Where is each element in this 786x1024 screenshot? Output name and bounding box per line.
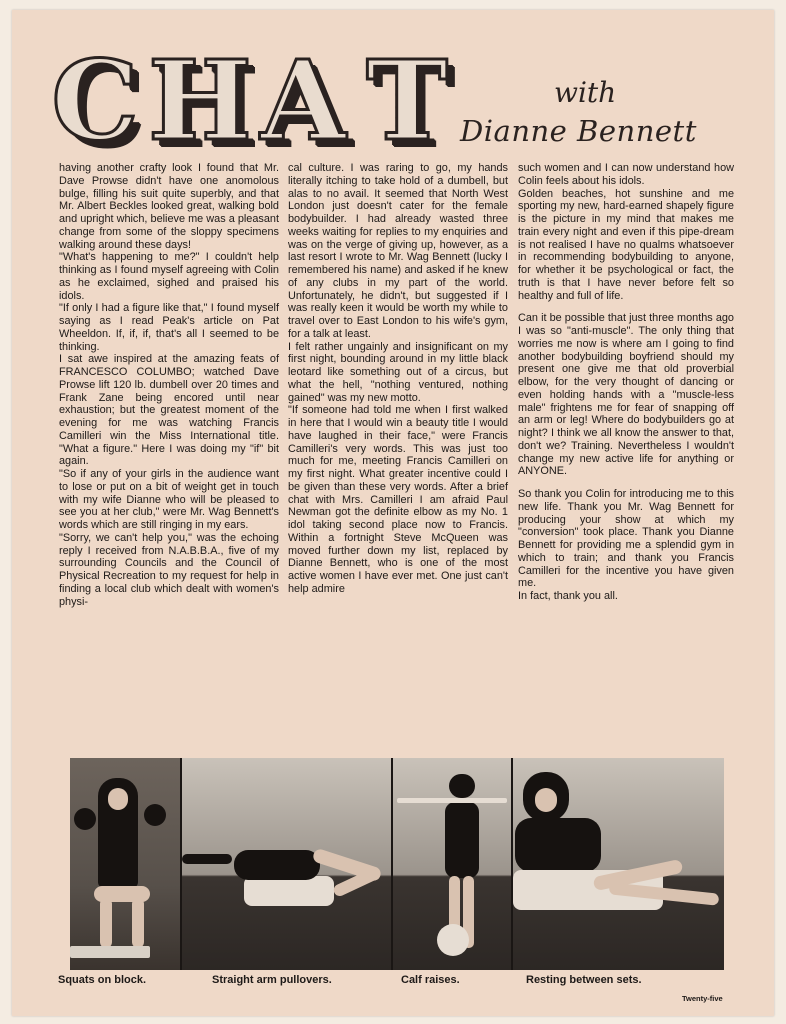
- photo-captions: [12, 974, 774, 990]
- photo-squats: [70, 758, 180, 970]
- title-letter-h: H: [148, 36, 252, 165]
- photo-calf-raises: [393, 758, 511, 970]
- byline: Dianne Bennett: [460, 114, 697, 148]
- paragraph: cal culture. I was raring to go, my hands literally itching to take hold of a dumbell, but alas to no avail. It seemed that North West London just doesn't cater for the female bodybuilder. I had already wasted three weeks waiting for replies to my enquiries and was on the verge of giving up, however, as a last resort I wrote to Mr. Wag Bennett (lucky I remembered his name) and asked if he knew of any clubs in my part of the world. Unfortunately, he didn't, but suggested if I was really keen it would be worth my while to travel over to East London to his wife's gym, for a talk at least.: [288, 162, 508, 340]
- magazine-page: [12, 10, 774, 1016]
- article-column-2: [288, 162, 508, 596]
- caption-calf-raises: Calf raises.: [401, 974, 460, 986]
- paragraph: Can it be possible that just three months ago I was so "anti-muscle". The only thing that worries me now is where am I going to find another bodybuilding boyfriend should my present one give me that old proverbial elbow, for the very thought of dancing or even holding hands with a "muscle-less male" frightens me for fear of snapping off an arm or leg! Where do bodybuilders go at night? I think we all know the answer to that, don't we? Training. Nevertheless I wouldn't change my new active life for anything or ANYONE.: [518, 312, 734, 478]
- chat-title: [44, 36, 464, 165]
- caption-resting: Resting between sets.: [526, 974, 642, 986]
- photo-strip: [70, 758, 724, 970]
- paragraph: In fact, thank you all.: [518, 590, 618, 602]
- photo-resting: [513, 758, 724, 970]
- title-with: with: [554, 76, 617, 109]
- paragraph: So thank you Colin for introducing me to this new life. Thank you Mr. Wag Bennett for producing your show at which my "conversion" took place. Thank you Dianne Bennett for providing me a splendid gym in which to train; and thank you Francis Camilleri for the incentive you have given me.: [518, 488, 734, 590]
- photo-pullovers: [182, 758, 391, 970]
- paragraph: such women and I can now understand how Colin feels about his idols.: [518, 162, 734, 187]
- page-number: Twenty-five: [682, 994, 723, 1003]
- paragraph: "If someone had told me when I first walked in here that I would win a beauty title I would have laughed in their face," were Francis Camilleri's very words. This was just too much for me, meeting Francis Camilleri on my first night. What greater incentive could I be given than these very words. After a brief chat with Mrs. Camilleri I am afraid Paul Newman got the definite elbow as my No. 1 idol taking second place now to Francis. Within a fortnight Steve McQueen was moved further down my list, replaced by Dianne Bennett, who is one of the most active women I have ever met. One just can't help admire: [288, 404, 508, 595]
- caption-squats: Squats on block.: [58, 974, 147, 986]
- paragraph: I felt rather ungainly and insignificant on my first night, bounding around in my little black leotard like something out of a circus, but what the hell, "nothing ventured, nothing gained" was my new motto.: [288, 340, 508, 404]
- article-column-3: [518, 162, 734, 603]
- article-column-1: [59, 162, 279, 608]
- title-letter-t: T: [356, 50, 458, 152]
- title-letter-a: A: [252, 50, 354, 152]
- paragraph: "So if any of your girls in the audience want to lose or put on a bit of weight get in touch with my wife Dianne who will be pleased to see you at her club," were Mr. Wag Bennett's words which are still ringing in my ears.: [59, 468, 279, 531]
- title-letter-c: C: [44, 50, 146, 152]
- caption-pullovers: Straight arm pullovers.: [212, 974, 332, 986]
- paragraph: having another crafty look I found that Mr. Dave Prowse didn't have one anomolous bulge, filling his suit quite superbly, and that Mr. Albert Beckles looked great, walking bold and upright which, believe me was a pleasant change from some of the sloppy specimens walking around these days!: [59, 162, 279, 251]
- paragraph: "If only I had a figure like that," I found myself saying as I read Peak's article on Pat Wheeldon. If, if, if, that's all I seemed to be thinking.: [59, 302, 279, 353]
- paragraph: "What's happening to me?" I couldn't help thinking as I found myself agreeing with Colin as he exclaimed, sighed and praised his idols.: [59, 251, 279, 302]
- paragraph: Golden beaches, hot sunshine and me sporting my new, hard-earned shapely figure is the picture in my mind that makes me train every night and even if this pipe-dream is not realised I have no qualms whatsoever in recommending bodybuilding to anyone, for whether it be psychological or fact, the truth is that I have never before felt so healthy and full of life.: [518, 187, 734, 302]
- paragraph: "Sorry, we can't help you," was the echoing reply I received from N.A.B.B.A., five of my surrounding Councils and the Council of Physical Recreation to my request for help in finding a local club which dealt with women's physi-: [59, 531, 279, 608]
- paragraph: I sat awe inspired at the amazing feats of FRANCESCO COLUMBO; watched Dave Prowse lift 120 lb. dumbell over 20 times and Frank Zane being encored until near exhaustion; but the greatest moment of the evening for me was watching Francis Camilleri win the Miss International title. "What a figure." Here I was doing my "if" bit again.: [59, 353, 279, 468]
